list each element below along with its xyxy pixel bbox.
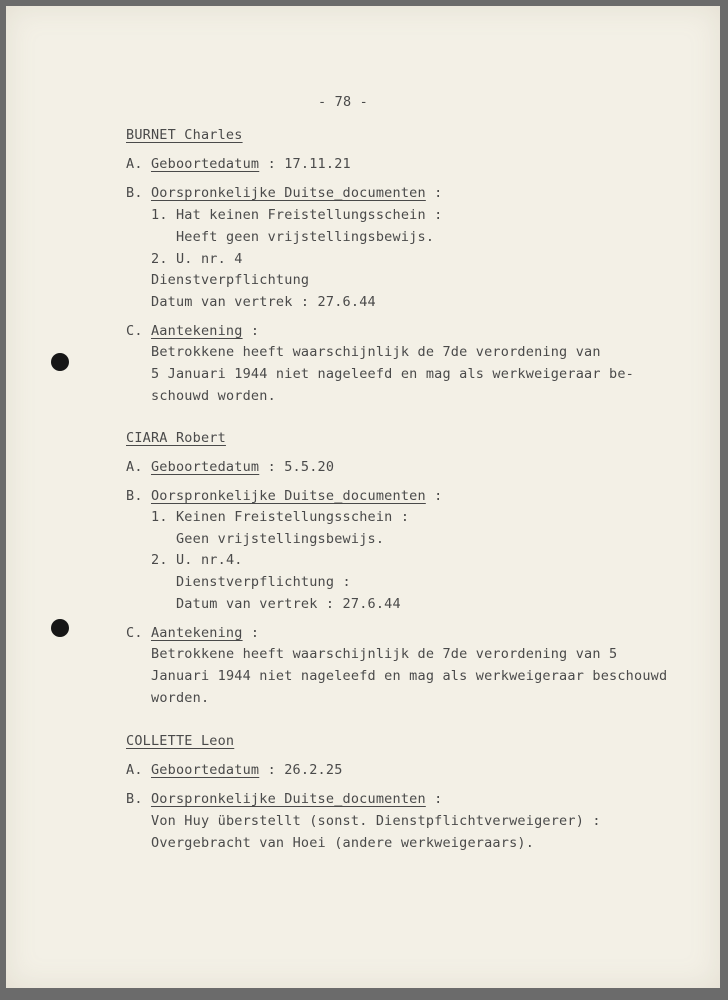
- field-colon: :: [434, 185, 443, 201]
- entry-birthdate-row: [126, 762, 343, 778]
- item-label: B.: [126, 185, 143, 201]
- document-line: Datum van vertrek : 27.6.44: [151, 596, 401, 612]
- item-label: B.: [126, 488, 143, 504]
- item-label: A.: [126, 156, 143, 172]
- entry-birthdate-row: [126, 459, 334, 475]
- field-colon: :: [434, 488, 443, 504]
- document-line: Dienstverpflichtung: [151, 272, 310, 288]
- entry-name: COLLETTE Leon: [126, 733, 235, 749]
- note-line: Betrokkene heeft waarschijnlijk de 7de verordening van: [151, 344, 601, 360]
- typed-text: [6, 6, 720, 851]
- document-line: 1. Keinen Freistellungsschein :: [151, 509, 410, 525]
- document-line: Overgebracht van Hoei (andere werkweigeraars).: [151, 835, 535, 851]
- field-colon: :: [434, 791, 443, 807]
- field-colon: :: [250, 323, 260, 339]
- note-line: Januari 1944 niet nageleefd en mag als werkweigeraar beschouwd: [151, 668, 668, 684]
- document-line: Von Huy überstellt (sonst. Dienstpflichtverweigerer) :: [151, 813, 601, 829]
- item-label: A.: [126, 762, 143, 778]
- field-value: : 26.2.25: [267, 762, 343, 778]
- field-label: Oorspronkelijke Duitse_documenten: [150, 488, 426, 504]
- document-line: Dienstverpflichtung :: [151, 574, 351, 590]
- field-label: Aantekening: [150, 323, 243, 339]
- entry-name: CIARA Robert: [126, 430, 226, 446]
- field-label: Geboortedatum: [150, 156, 260, 172]
- item-label: A.: [126, 459, 143, 475]
- field-label: Oorspronkelijke Duitse_documenten: [150, 185, 426, 201]
- item-label: B.: [126, 791, 143, 807]
- item-label: C.: [126, 323, 143, 339]
- field-label: Aantekening: [150, 625, 243, 641]
- punch-hole-bottom: [51, 619, 69, 637]
- document-page: [6, 6, 720, 988]
- document-line: Datum van vertrek : 27.6.44: [151, 294, 376, 310]
- document-line: Heeft geen vrijstellingsbewijs.: [151, 229, 435, 245]
- field-colon: :: [250, 625, 260, 641]
- field-label: Oorspronkelijke Duitse_documenten: [150, 791, 426, 807]
- note-line: schouwd worden.: [151, 388, 276, 404]
- note-line: worden.: [151, 690, 210, 706]
- document-line: 2. U. nr.4.: [151, 552, 243, 568]
- document-line: 1. Hat keinen Freistellungsschein :: [151, 207, 443, 223]
- entry-documents-row: [126, 488, 442, 504]
- field-value: : 17.11.21: [267, 156, 351, 172]
- entry-note-row: [126, 323, 259, 339]
- document-line: 2. U. nr. 4: [151, 251, 243, 267]
- item-label: C.: [126, 625, 143, 641]
- field-label: Geboortedatum: [150, 459, 260, 475]
- entry-note-row: [126, 625, 259, 641]
- document-line: Geen vrijstellingsbewijs.: [151, 531, 385, 547]
- entry-documents-row: [126, 791, 442, 807]
- field-value: : 5.5.20: [267, 459, 335, 475]
- entry-name: BURNET Charles: [126, 127, 243, 143]
- note-line: 5 Januari 1944 niet nageleefd en mag als werkweigeraar be-: [151, 366, 635, 382]
- entry-documents-row: [126, 185, 442, 201]
- entry-birthdate-row: [126, 156, 351, 172]
- page-number: - 78 -: [318, 94, 368, 110]
- field-label: Geboortedatum: [150, 762, 260, 778]
- note-line: Betrokkene heeft waarschijnlijk de 7de verordening van 5: [151, 646, 618, 662]
